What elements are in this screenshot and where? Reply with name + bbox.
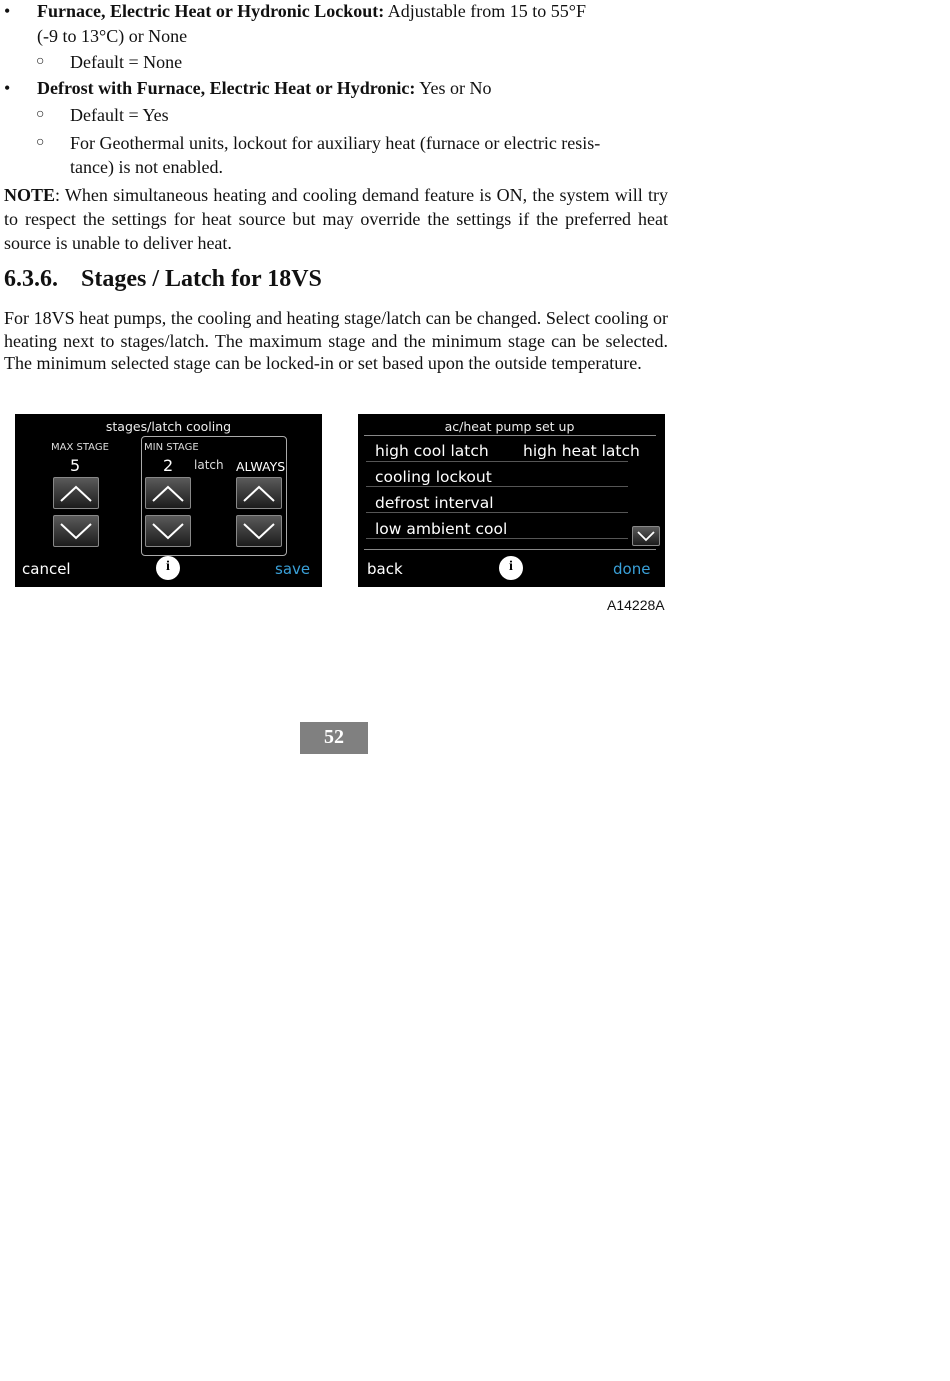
menu-item-low-ambient-cool[interactable]: low ambient cool: [375, 520, 508, 538]
max-stage-value: 5: [70, 456, 81, 475]
note-text: : When simultaneous heating and cooling demand feature is ON, the system will try to respect the settings for heat source but may override the settings if the preferred heat source is unable to deliver heat.: [4, 185, 668, 253]
menu-item-defrost-interval[interactable]: defrost interval: [375, 494, 494, 512]
note-label: NOTE: [4, 185, 56, 205]
menu-item-cooling-lockout[interactable]: cooling lockout: [375, 468, 492, 486]
max-stage-down-button[interactable]: [53, 515, 99, 547]
figure-caption: A14228A: [607, 597, 665, 613]
min-stage-value: 2: [163, 456, 174, 475]
min-stage-label: MIN STAGE: [144, 442, 199, 453]
bullet-term: Furnace, Electric Heat or Hydronic Lockout:: [37, 1, 385, 21]
bullet-term: Defrost with Furnace, Electric Heat or Hydronic:: [37, 78, 416, 98]
section-number: 6.3.6.: [4, 266, 58, 292]
bullet-text-line2: (-9 to 13°C) or None: [37, 26, 188, 46]
title-divider: [364, 435, 656, 436]
info-button[interactable]: [499, 556, 523, 580]
menu-item-high-cool-latch[interactable]: high cool latch: [375, 442, 489, 460]
bullet-marker: •: [4, 78, 11, 98]
divider: [366, 486, 628, 487]
sub-bullet-default-yes: Default = Yes: [70, 105, 169, 125]
bullet-defrost: [37, 76, 491, 100]
divider: [366, 512, 628, 513]
latch-down-button[interactable]: [236, 515, 282, 547]
page-number: 52: [300, 722, 368, 754]
info-icon: i: [166, 559, 170, 574]
bullet-marker: •: [4, 1, 11, 21]
stages-latch-screen: [15, 414, 322, 587]
bullet-furnace-lockout: [37, 0, 586, 23]
cancel-button[interactable]: cancel: [22, 560, 71, 578]
sub-bullet-default-none: Default = None: [70, 52, 183, 72]
max-stage-up-button[interactable]: [53, 477, 99, 509]
max-stage-label: MAX STAGE: [51, 442, 109, 453]
divider: [366, 461, 628, 462]
chevron-down-icon: [54, 516, 98, 546]
min-stage-down-button[interactable]: [145, 515, 191, 547]
min-stage-up-button[interactable]: [145, 477, 191, 509]
bullet-text: Yes or No: [415, 78, 492, 98]
chevron-up-icon: [146, 478, 190, 508]
info-icon: i: [509, 559, 513, 574]
sub-bullet-marker: ○: [36, 135, 45, 150]
note-paragraph: [4, 183, 668, 255]
chevron-down-icon: [633, 527, 659, 545]
section-title: Stages / Latch for 18VS: [81, 266, 322, 292]
chevron-down-icon: [146, 516, 190, 546]
latch-label: latch: [194, 458, 224, 472]
info-button[interactable]: [156, 556, 180, 580]
divider: [366, 538, 628, 539]
sub-bullet-marker: ○: [36, 54, 45, 69]
ac-heat-pump-setup-screen: [358, 414, 665, 587]
screen-title: ac/heat pump set up: [444, 419, 575, 434]
section-heading: [4, 266, 322, 293]
latch-value: ALWAYS: [236, 459, 286, 474]
menu-item-high-heat-latch[interactable]: high heat latch: [523, 442, 640, 460]
done-button[interactable]: done: [613, 560, 651, 578]
chevron-up-icon: [237, 478, 281, 508]
chevron-down-icon: [237, 516, 281, 546]
section-body: For 18VS heat pumps, the cooling and heating stage/latch can be changed. Select cooling or heating next to stages/latch. The maximum stage and the minimum stage can be selected. The minimum selected stage can be locked-in or set based upon the outside temperature.: [4, 308, 668, 373]
save-button[interactable]: save: [275, 560, 311, 578]
sub-bullet-geothermal-line1: For Geothermal units, lockout for auxiliary heat (furnace or electric resis-: [70, 133, 601, 153]
chevron-up-icon: [54, 478, 98, 508]
sub-bullet-geothermal-line2: tance) is not enabled.: [70, 157, 223, 177]
sub-bullet-marker: ○: [36, 107, 45, 122]
bullet-text: Adjustable from 15 to 55°F: [384, 1, 586, 21]
footer-divider: [364, 549, 656, 550]
back-button[interactable]: back: [367, 560, 403, 578]
scroll-down-button[interactable]: [632, 526, 660, 546]
screen-title: stages/latch cooling: [105, 419, 232, 434]
latch-up-button[interactable]: [236, 477, 282, 509]
